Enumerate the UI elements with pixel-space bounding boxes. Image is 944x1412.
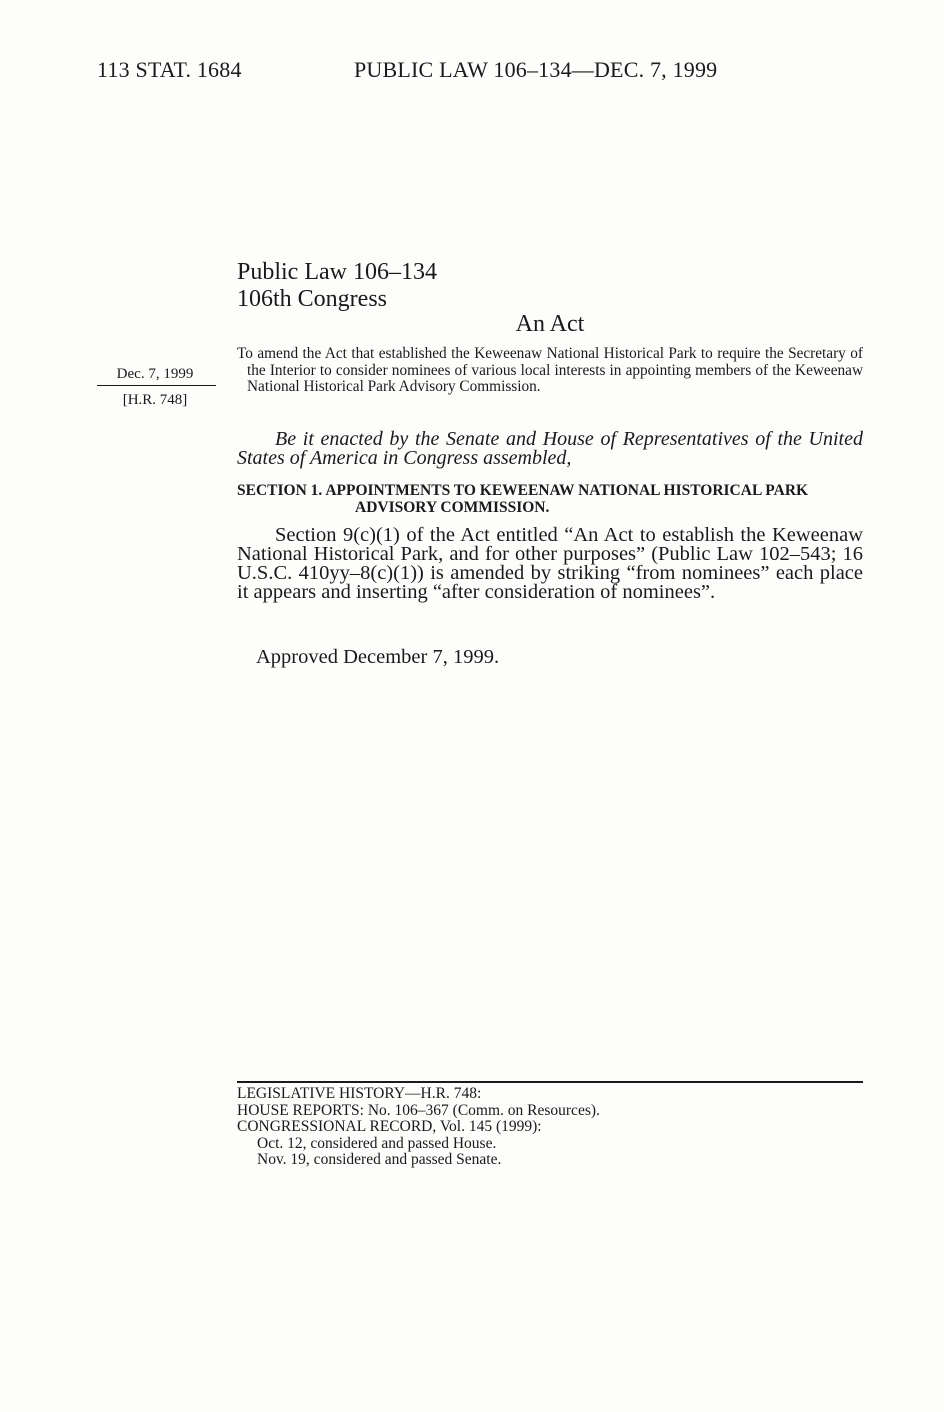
section-label: SECTION 1. bbox=[237, 482, 323, 499]
congress-number: 106th Congress bbox=[237, 286, 387, 312]
margin-date: Dec. 7, 1999 bbox=[116, 366, 194, 382]
house-reports: HOUSE REPORTS: No. 106–367 (Comm. on Resources). bbox=[237, 1101, 600, 1119]
history-divider bbox=[237, 1081, 863, 1083]
margin-divider bbox=[97, 385, 216, 386]
approval-date: Approved December 7, 1999. bbox=[256, 646, 500, 668]
margin-bill-number: [H.R. 748] bbox=[122, 392, 188, 408]
history-entry: Nov. 19, considered and passed Senate. bbox=[257, 1151, 502, 1168]
an-act-heading: An Act bbox=[515, 311, 585, 337]
history-heading: LEGISLATIVE HISTORY—H.R. 748: bbox=[237, 1085, 482, 1102]
page-reference: 113 STAT. 1684 bbox=[97, 57, 242, 82]
section-title: APPOINTMENTS TO KEWEENAW NATIONAL HISTORICAL PARK ADVISORY COMMISSION. bbox=[325, 482, 809, 516]
congressional-record: CONGRESSIONAL RECORD, Vol. 145 (1999): bbox=[237, 1118, 542, 1135]
enacting-clause: Be it enacted by the Senate and House of Representatives of the United States of America in Congress assembled, bbox=[237, 428, 863, 469]
running-head-title: PUBLIC LAW 106–134—DEC. 7, 1999 bbox=[354, 57, 718, 82]
section-body: Section 9(c)(1) of the Act entitled “An Act to establish the Keweenaw National Historical Park, and for other purposes” (Public Law 102–543; 16 U.S.C. 410yy–8(c)(1)) is amended by striking “from nominees” each place it appears and inserting “after consideration of nominees”. bbox=[237, 524, 863, 603]
section-heading bbox=[237, 482, 863, 516]
long-title bbox=[237, 346, 863, 396]
long-title-text: To amend the Act that established the Keweenaw National Historical Park to require the Secretary of the Interior to consider nominees of various local interests in appointing members of the Keweenaw National Historical Park Advisory Commission. bbox=[237, 345, 863, 395]
legislative-history bbox=[237, 1086, 600, 1169]
history-entry: Oct. 12, considered and passed House. bbox=[257, 1134, 497, 1152]
public-law-number: Public Law 106–134 bbox=[237, 259, 437, 285]
